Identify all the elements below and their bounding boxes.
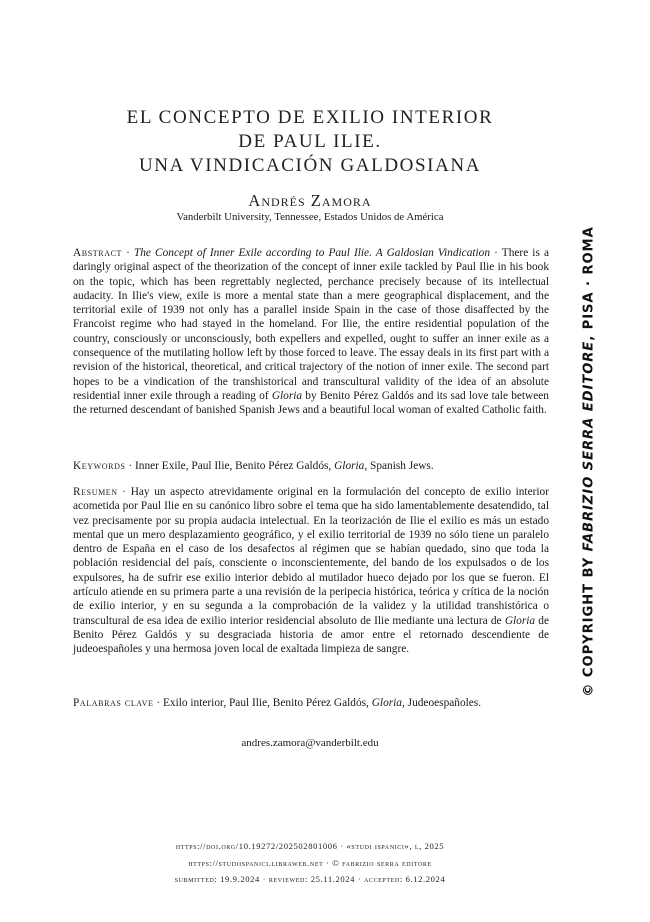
copyright-text-a: © COPYRIGHT BY bbox=[581, 550, 597, 697]
title-line-2: DE PAUL ILIE. bbox=[238, 131, 382, 152]
resumen-label: Resumen bbox=[73, 486, 118, 498]
keywords-text: Inner Exile, Paul Ilie, Benito Pérez Galdós, bbox=[135, 460, 335, 472]
palabras-clave-paragraph bbox=[73, 696, 549, 710]
resumen-paragraph bbox=[73, 485, 549, 657]
separator: · bbox=[122, 247, 134, 259]
footer-url-line: https://studiispanici.libraweb.net · © fabrizio serra editore bbox=[188, 857, 432, 868]
footer-doi-line: https://doi.org/10.19272/202502801006 · «studi ispanici», l, 2025 bbox=[175, 841, 445, 851]
separator: · bbox=[125, 460, 135, 472]
copyright-notice bbox=[579, 225, 599, 697]
abstract-paragraph bbox=[73, 246, 549, 418]
keywords-text-end: , Spanish Jews. bbox=[364, 460, 434, 472]
resumen-italic-title: Gloria bbox=[504, 614, 536, 627]
separator: · bbox=[117, 486, 131, 498]
copyright-text bbox=[582, 226, 597, 696]
copyright-text-b: , PISA · ROMA bbox=[581, 225, 597, 341]
palabras-clave-italic: Gloria bbox=[371, 697, 402, 709]
footer-dates-line: submitted: 19.9.2024 · reviewed: 25.11.2024 · accepted: 6.12.2024 bbox=[174, 874, 446, 884]
abstract-italic-title: Gloria bbox=[271, 389, 303, 402]
abstract-english-title: The Concept of Inner Exile according to Paul Ilie. A Galdosian Vindication bbox=[133, 247, 491, 259]
resumen-text-end: de Benito Pérez Galdós y su desgraciada historia de amor entre el retornado descendiente de judeoespañoles y una hermosa joven local de exaltada limpieza de sangre. bbox=[73, 614, 549, 656]
title-line-1: EL CONCEPTO DE EXILIO INTERIOR bbox=[126, 107, 494, 128]
author-name: Andrés Zamora bbox=[248, 191, 372, 210]
abstract-text-end: by Benito Pérez Galdós and its sad love tale between the returned descendant of banished Spanish Jews and a beautiful local woman of exalted Catholic faith. bbox=[73, 389, 549, 417]
resumen-text: Hay un aspecto atrevidamente original en la formulación del concepto de exilio interior acometida por Paul Ilie en su canónico libro sobre el tema que ha sido lamentablemente desatendido, tal vez precisamente por su propia audacia intelectual. En la teorización de Ilie el exilio es más un estado mental que un mero desplazamiento geográfico, y el exilio territorial de 1939 no sólo tiene un paralelo dentro de España en el caso de los desafectos al régimen que se habían quedado, sino que toda la población residencial del país, consciente o inconscientemente, del bando de los expulsados o de los expulsores, ha de sufrir ese exilio interior debido al mutilador hueco dejado por los que se fueron. El artículo atiende en su primera parte a una revisión de la peripecia histórica, teórica y crítica de la noción de exilio interior, y en su segunda a la comprobación de la validez y la utilidad transhistórica o transcultural de esa idea de exilio interior residencial absoluto de Ilie mediante una lectura de bbox=[73, 486, 549, 627]
palabras-clave-label: Palabras clave bbox=[73, 697, 154, 709]
keywords-label: Keywords bbox=[73, 460, 126, 472]
author-affiliation: Vanderbilt University, Tennessee, Estados Unidos de América bbox=[176, 211, 444, 223]
title-line-3: UNA VINDICACIÓN GALDOSIANA bbox=[138, 155, 482, 176]
palabras-clave-text: Exilo interior, Paul Ilie, Benito Pérez Galdós, bbox=[162, 697, 372, 709]
separator: · bbox=[490, 247, 502, 259]
article-title bbox=[0, 106, 620, 178]
footer bbox=[0, 838, 620, 888]
abstract-label: Abstract bbox=[73, 247, 122, 259]
author-email: andres.zamora@vanderbilt.edu bbox=[241, 737, 379, 749]
separator: · bbox=[153, 697, 163, 709]
palabras-clave-text-end: , Judeoespañoles. bbox=[401, 697, 482, 709]
keywords-paragraph bbox=[73, 459, 549, 473]
keywords-italic: Gloria bbox=[334, 460, 365, 472]
abstract-text: There is a daringly original aspect of the theorization of the concept of inner exile tackled by Paul Ilie in his book on the topic, which has been regrettably neglected, perchance precisely because of its intellectual audacity. In Ilie's view, exile is more a mental state than a mere geographical displacement, and the territorial exile of 1939 not only has a parallel inside Spain in the case of those disaffected by the Francoist regime who had stayed in the homeland. For Ilie, the entire residential population of the country, consciously or unconsciously, both expellers and expelled, ought to suffer an inner exile as a consequence of the mutilating hollow left by those forced to leave. The essay deals in its first part with a revision of the historical, theoretical, and critical trajectory of the notion of inner exile. The second part hopes to be a vindication of the transhistorical and transcultural validity of the idea of an absolute residential inner exile through a reading of bbox=[73, 247, 549, 402]
copyright-publisher: FABRIZIO SERRA EDITORE bbox=[581, 340, 597, 551]
